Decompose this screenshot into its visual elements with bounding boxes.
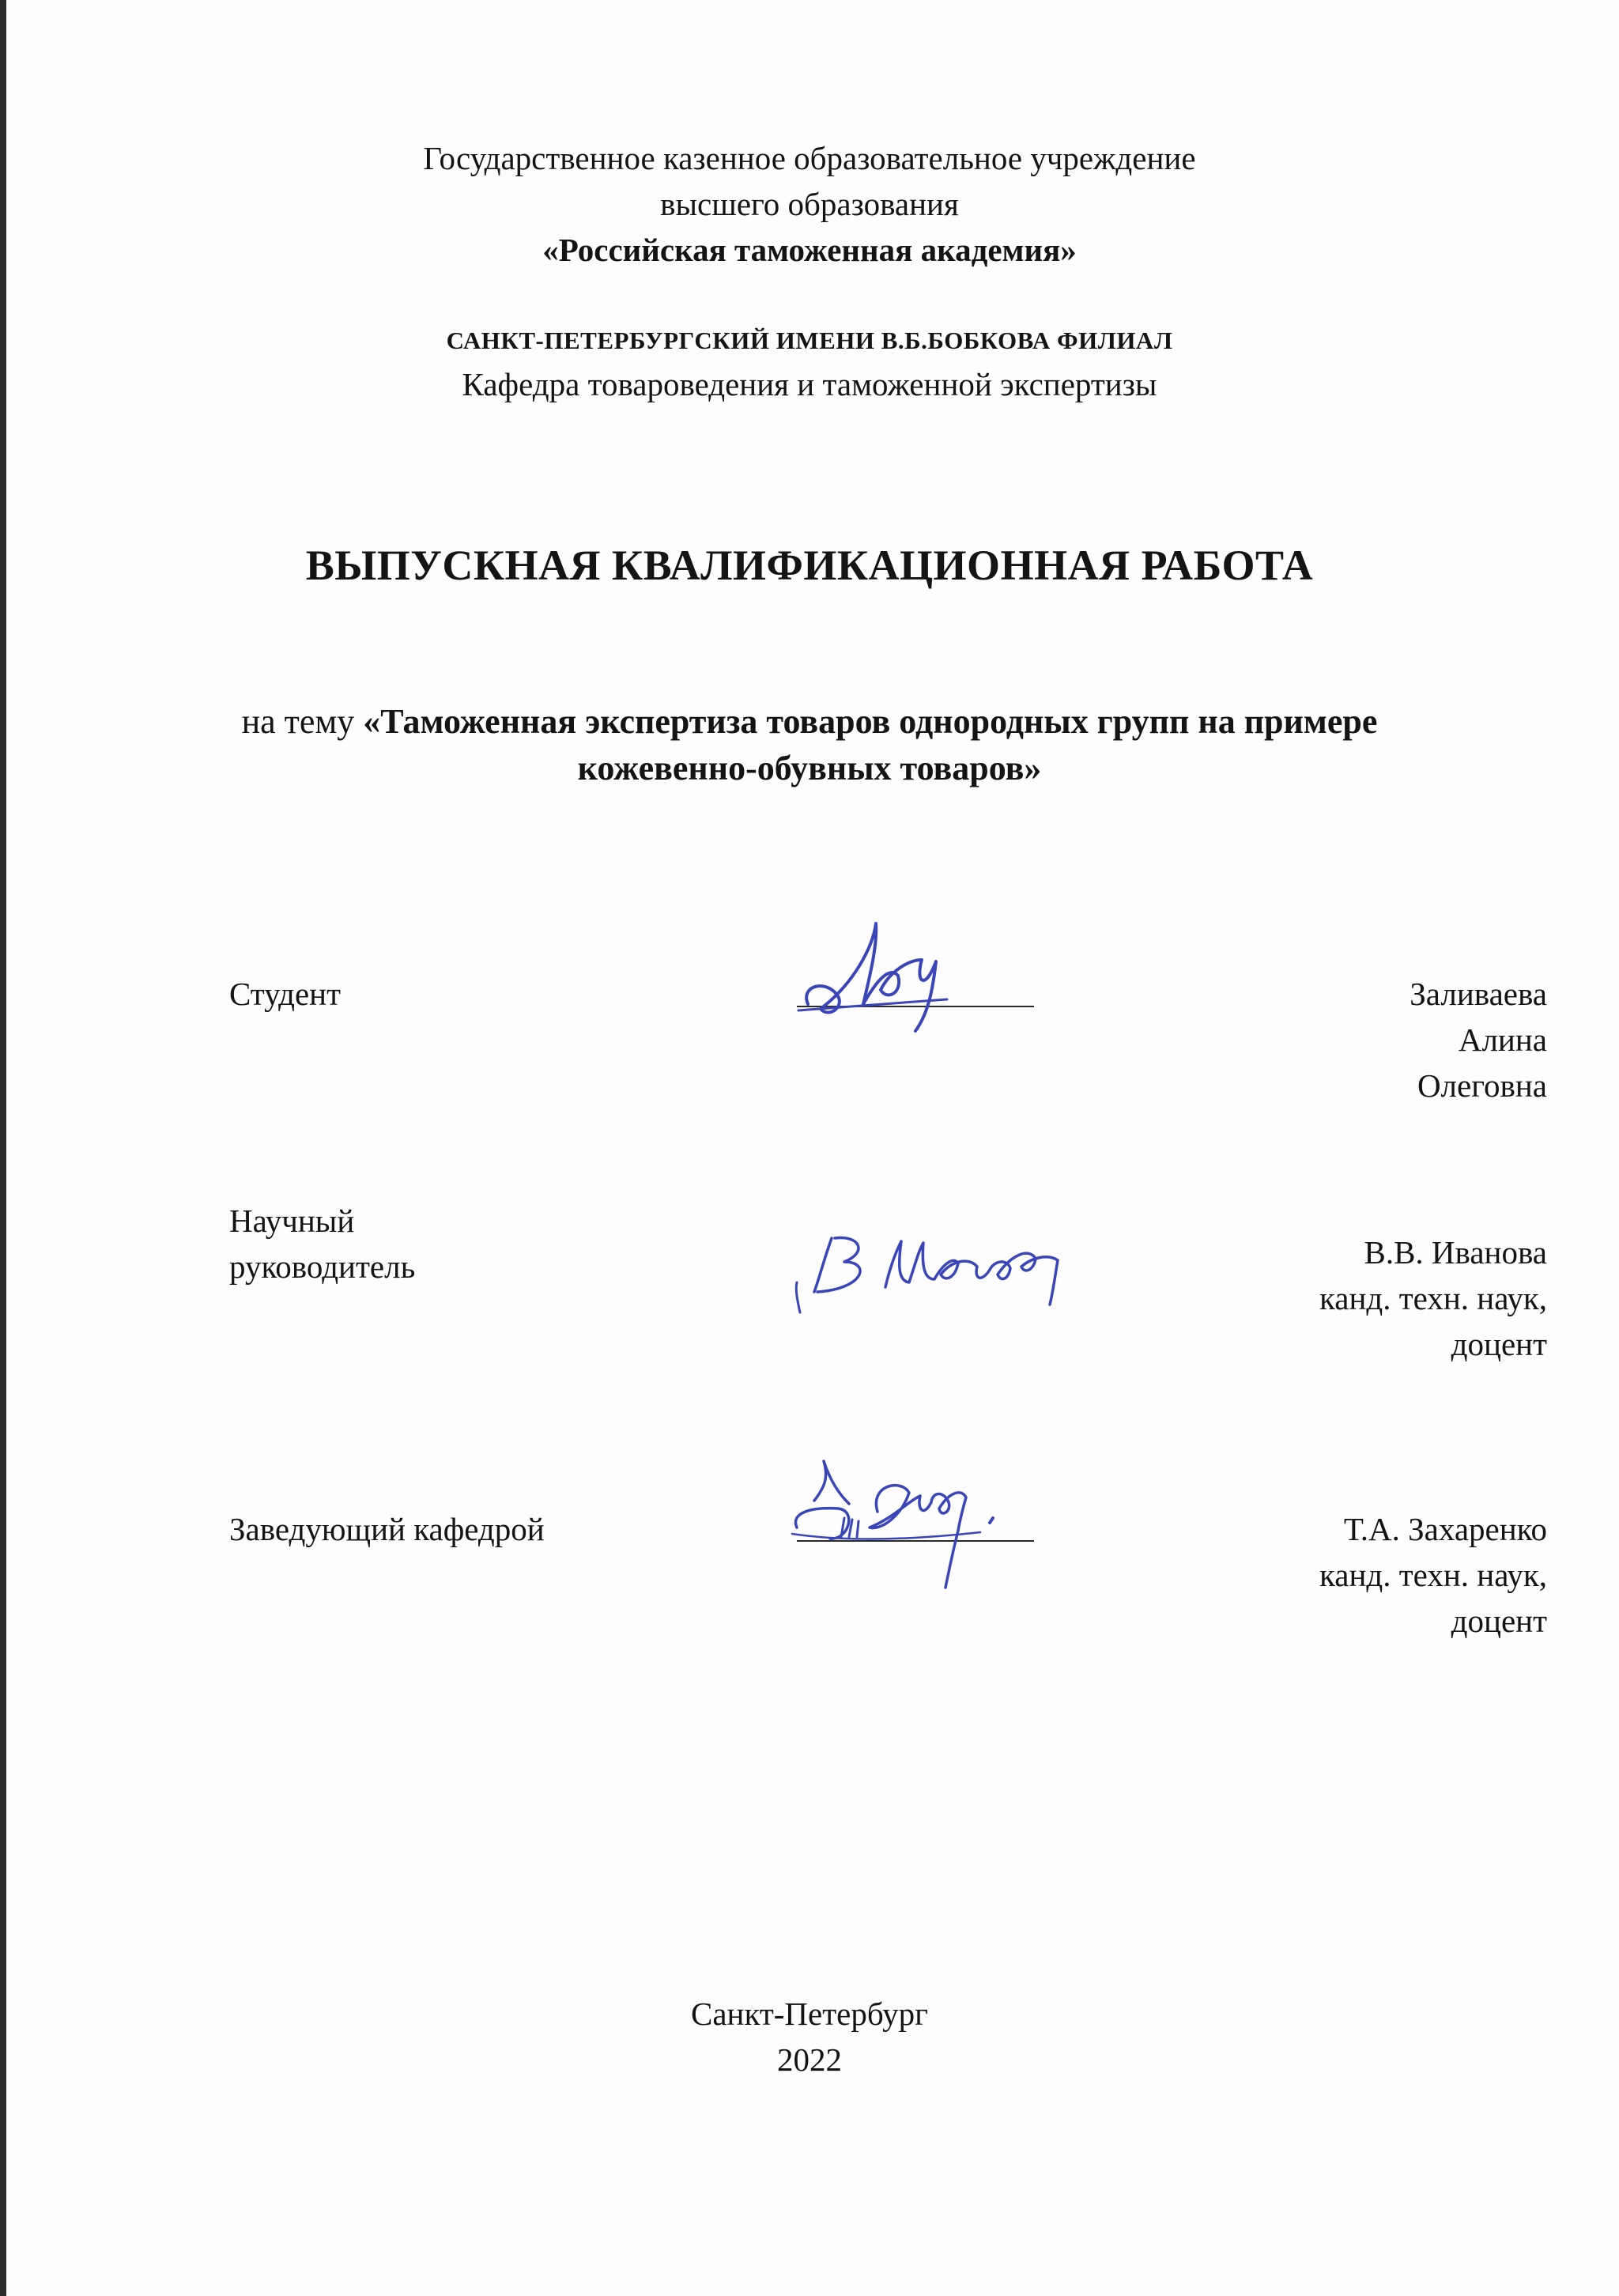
supervisor-degree: канд. техн. наук, [1319, 1280, 1547, 1316]
head-role-line: Заведующий кафедрой [229, 1511, 545, 1547]
head-signature [783, 1445, 1036, 1595]
branch-name: САНКТ-ПЕТЕРБУРГСКИЙ ИМЕНИ В.Б.БОБКОВА ФИЛИАЛ [446, 327, 1173, 354]
institution-line-2: высшего образования [660, 186, 959, 222]
supervisor-fullname: В.В. Иванова [1364, 1234, 1547, 1271]
supervisor-role-line-2: руководитель [229, 1248, 416, 1285]
student-first-name: Алина [1458, 1021, 1547, 1058]
supervisor-title: доцент [1451, 1326, 1547, 1362]
student-role [229, 971, 341, 1017]
head-title: доцент [1451, 1603, 1547, 1639]
supervisor-signature [783, 1216, 1115, 1319]
topic-title-part-2: кожевенно-обувных товаров» [577, 749, 1042, 787]
document-title: ВЫПУСКНАЯ КВАЛИФИКАЦИОННАЯ РАБОТА [305, 542, 1314, 589]
student-surname: Заливаева [1410, 976, 1547, 1012]
topic-line-2 [0, 748, 1619, 788]
footer-city: Санкт-Петербург [691, 1996, 928, 2032]
supervisor-name [1319, 1229, 1547, 1367]
supervisor-role-line-1: Научный [229, 1203, 355, 1239]
head-fullname: Т.А. Захаренко [1343, 1511, 1547, 1547]
student-name [1410, 971, 1547, 1108]
department-name: Кафедра товароведения и таможенной экспертизы [462, 366, 1157, 402]
head-name [1319, 1506, 1547, 1644]
institution-line-1: Государственное казенное образовательное учреждение [423, 140, 1196, 176]
footer-year: 2022 [777, 2041, 842, 2078]
topic-prefix: на тему [241, 702, 364, 741]
topic-line-1 [0, 701, 1619, 742]
supervisor-role [229, 1198, 415, 1290]
student-patronymic: Олеговна [1417, 1067, 1547, 1104]
academy-name: «Российская таможенная академия» [542, 232, 1077, 268]
head-role [229, 1506, 545, 1552]
head-degree: канд. техн. наук, [1319, 1557, 1547, 1593]
student-role-line: Студент [229, 976, 342, 1012]
topic-title-part-1: «Таможенная экспертиза товаров однородных групп на примере [363, 702, 1378, 741]
student-signature [797, 908, 955, 1042]
